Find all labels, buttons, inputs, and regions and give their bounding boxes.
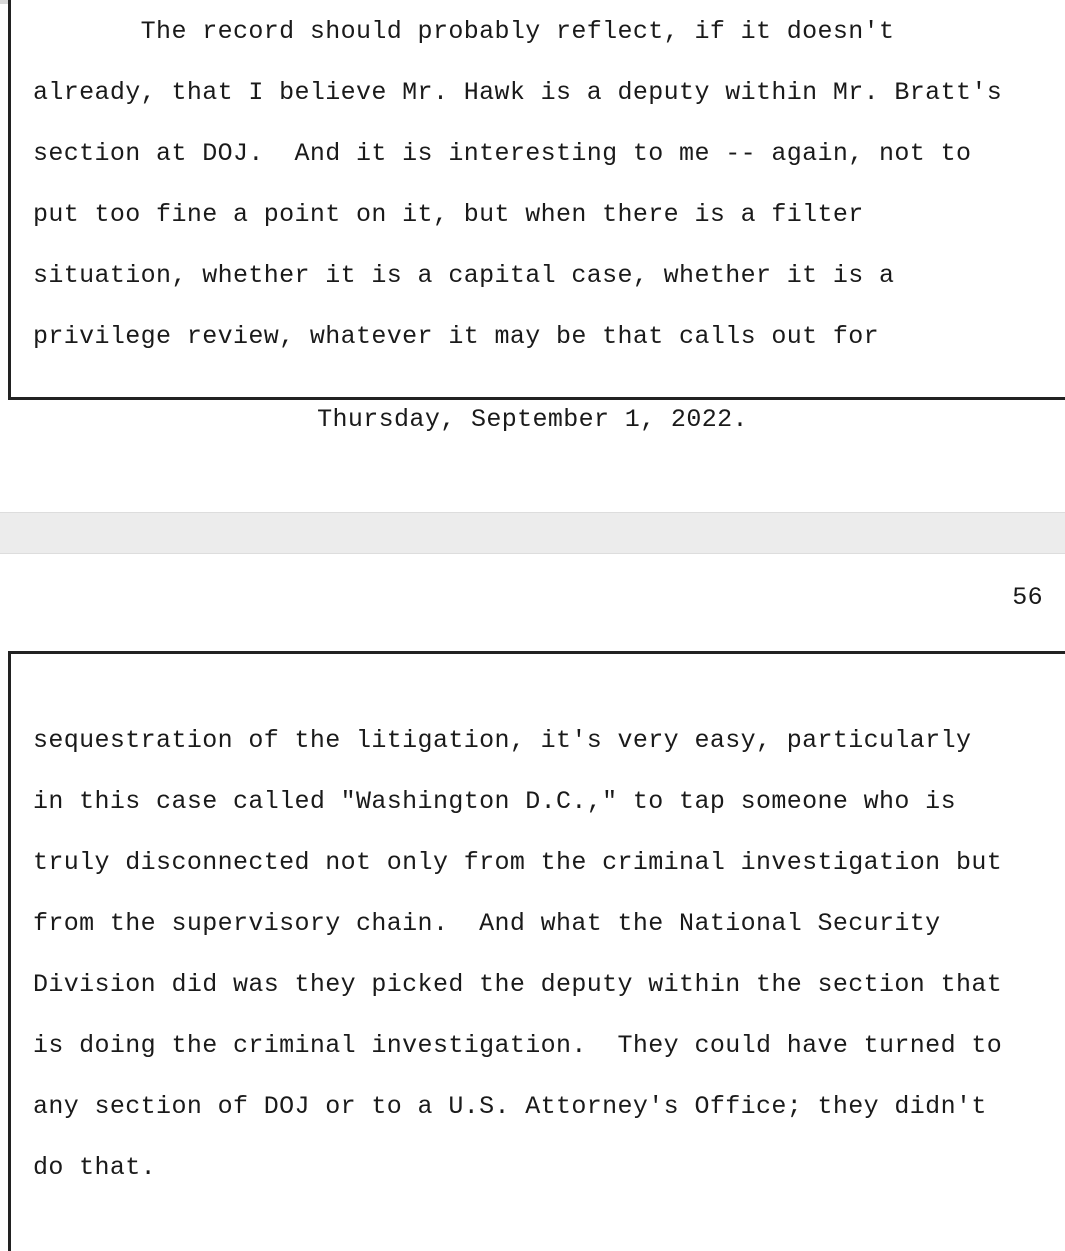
transcript-line: any section of DOJ or to a U.S. Attorney's Office; they didn't xyxy=(33,1092,987,1121)
transcript-line: situation, whether it is a capital case, whether it is a xyxy=(33,261,895,290)
transcript-line: sequestration of the litigation, it's very easy, particularly xyxy=(33,726,972,755)
transcript-line: The record should probably reflect, if it doesn't xyxy=(33,17,895,46)
transcript-line: already, that I believe Mr. Hawk is a deputy within Mr. Bratt's xyxy=(33,78,1003,107)
transcript-line: truly disconnected not only from the criminal investigation but xyxy=(33,848,1003,877)
transcript-line: is doing the criminal investigation. They could have turned to xyxy=(33,1031,1003,1060)
page-separator xyxy=(0,512,1065,554)
transcript-line: Division did was they picked the deputy within the section that xyxy=(33,970,1003,999)
transcript-line: put too fine a point on it, but when there is a filter xyxy=(33,200,864,229)
transcript-line: in this case called "Washington D.C.," to tap someone who is xyxy=(33,787,956,816)
transcript-line: do that. xyxy=(33,1153,157,1182)
transcript-line: section at DOJ. And it is interesting to me -- again, not to xyxy=(33,139,972,168)
page-number: 56 xyxy=(1012,583,1043,612)
transcript-line: from the supervisory chain. And what the National Security xyxy=(33,909,941,938)
page-footer-date: Thursday, September 1, 2022. xyxy=(317,405,748,434)
transcript-line: privilege review, whatever it may be that calls out for xyxy=(33,322,880,351)
